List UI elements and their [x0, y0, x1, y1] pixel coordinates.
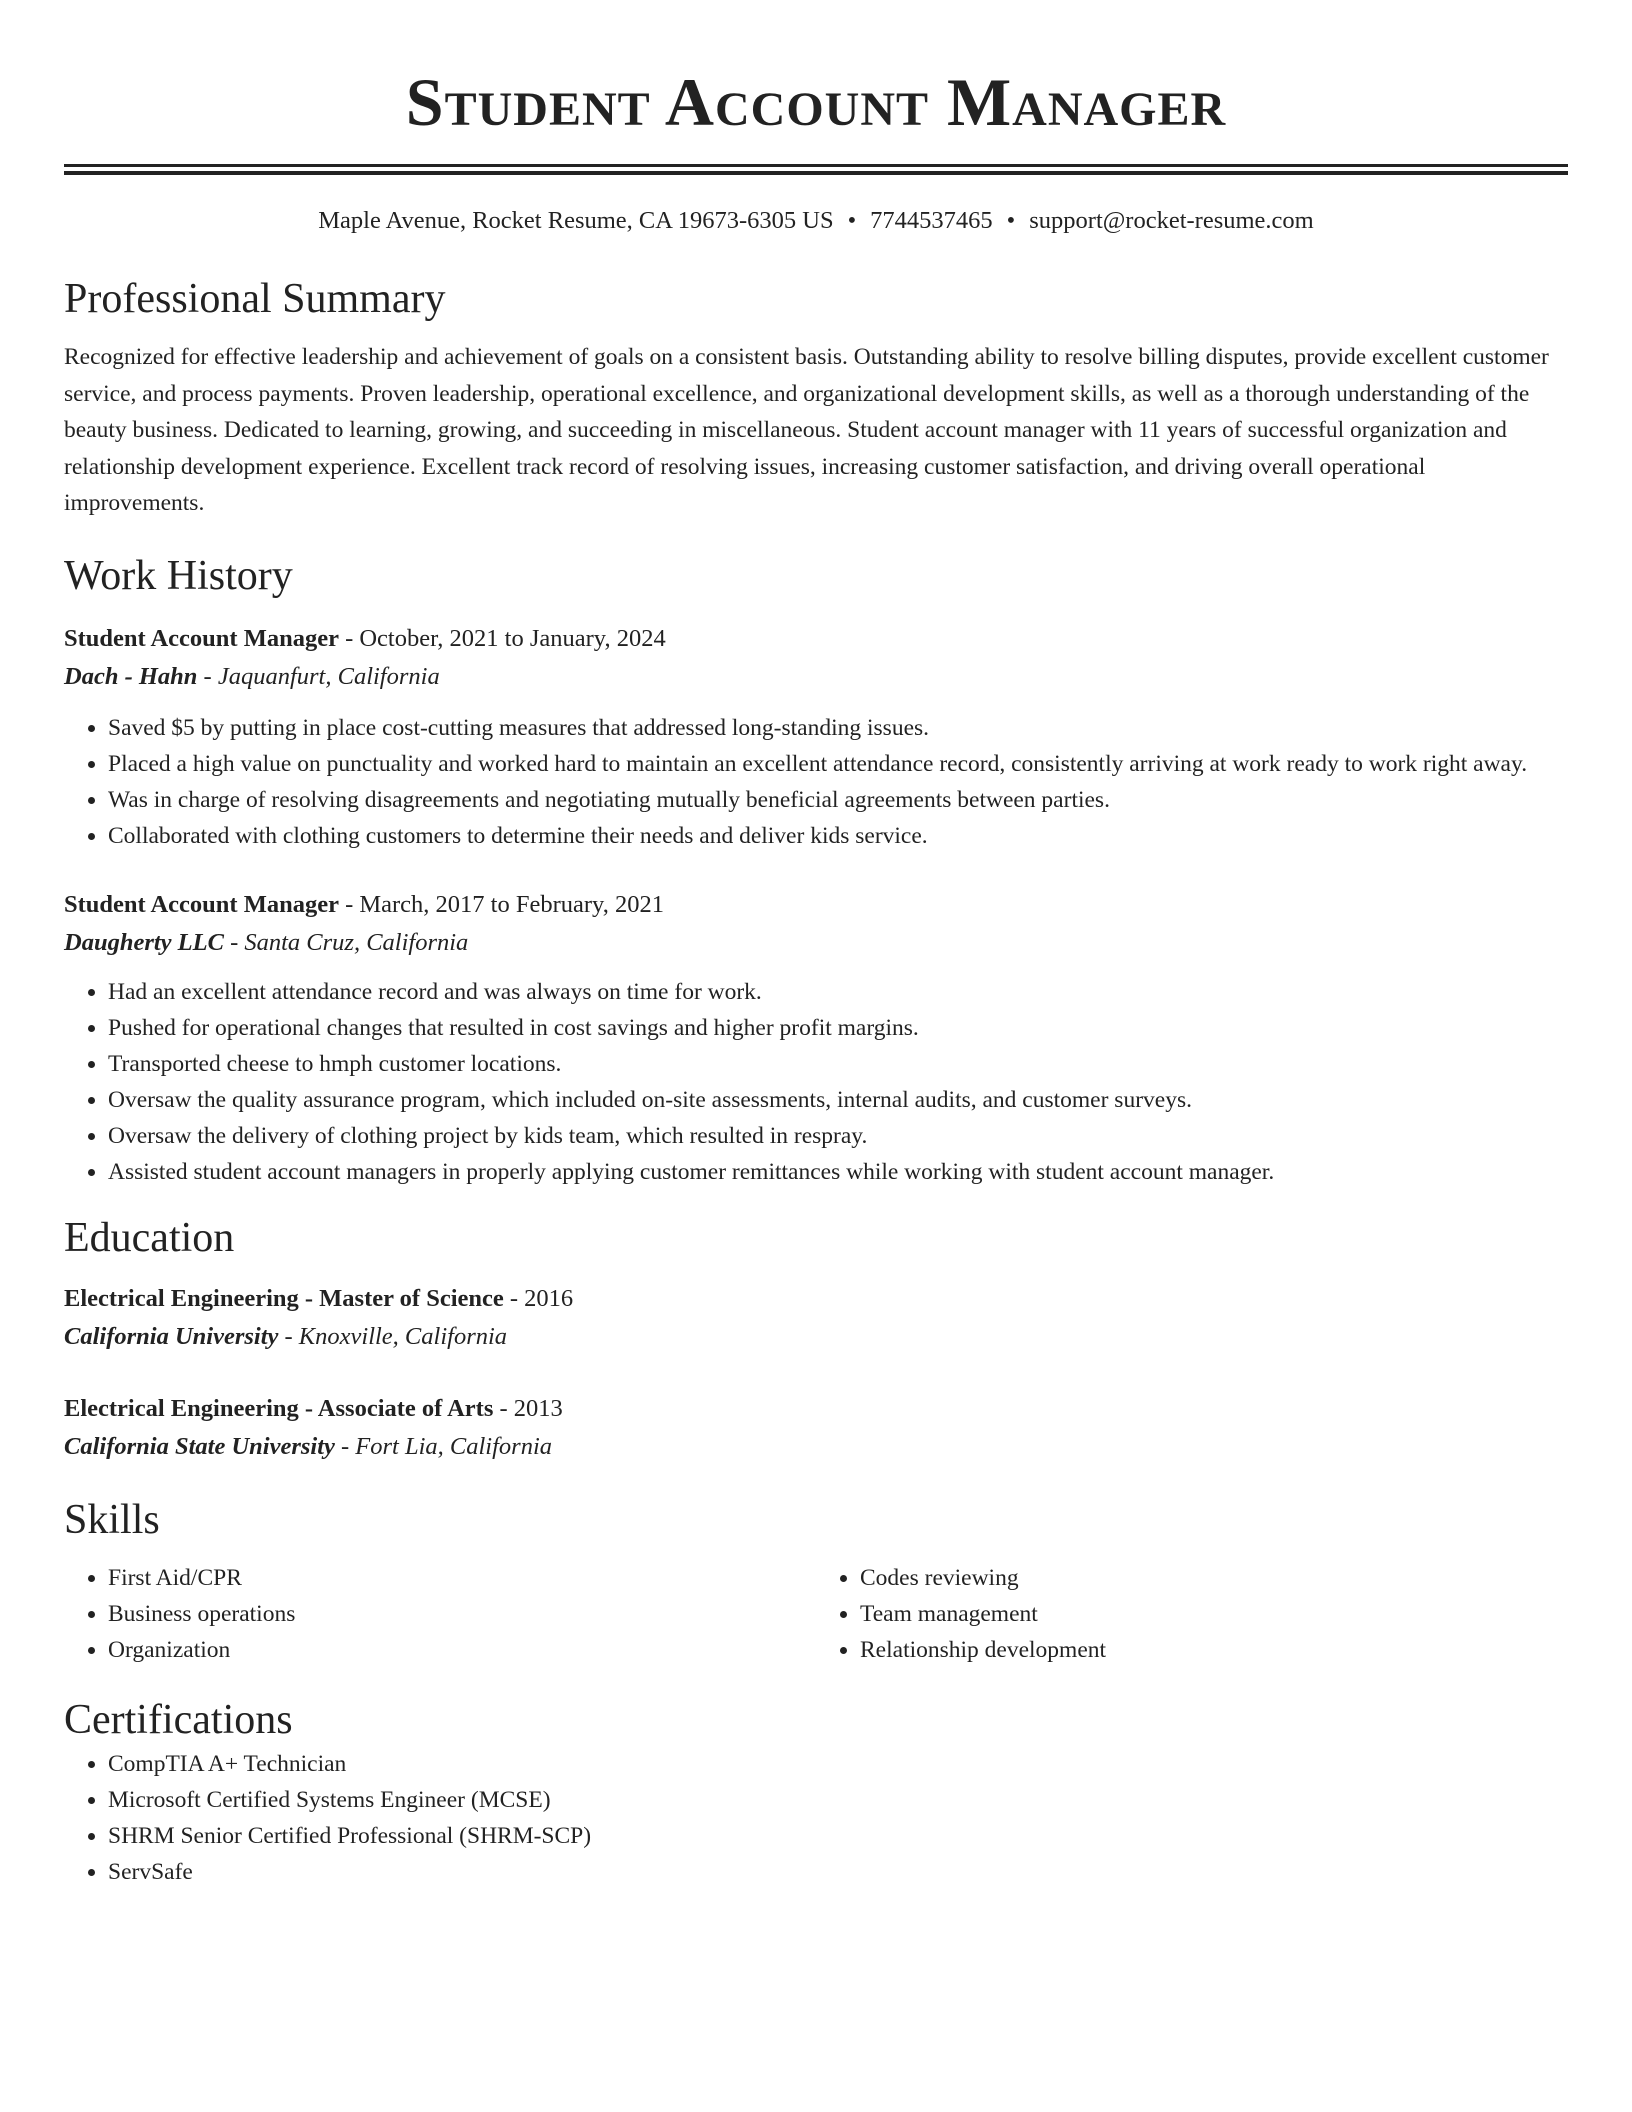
education-school-line [64, 1428, 1568, 1466]
skills-column-left [64, 1560, 816, 1668]
list-item: • Had an excellent attendance record and was always on time for work. [108, 974, 1568, 1010]
education-year: - 2013 [493, 1394, 563, 1422]
list-item: • Transported cheese to hmph customer locations. [108, 1046, 1568, 1082]
list-item: • Oversaw the quality assurance program, which included on-site assessments, internal audits, and customer surveys. [108, 1082, 1568, 1118]
section-title-certifications: Certifications [64, 1696, 293, 1743]
job-company: Dach - Hahn [64, 662, 198, 690]
job-role: Student Account Manager [64, 890, 339, 918]
education-location: - Knoxville, California [278, 1322, 508, 1350]
skills-column-right [816, 1560, 1568, 1668]
list-item: • Codes reviewing [860, 1560, 1568, 1596]
list-item: • CompTIA A+ Technician [108, 1746, 1568, 1782]
job-bullets [64, 710, 1568, 854]
education-degree: Electrical Engineering - Associate of Arts [64, 1394, 494, 1422]
job-heading [64, 620, 1568, 658]
list-item: • First Aid/CPR [108, 1560, 816, 1596]
section-title-skills: Skills [64, 1496, 160, 1543]
job-location: - Jaquanfurt, California [197, 662, 440, 690]
contact-email: support@rocket-resume.com [1029, 207, 1314, 234]
section-title-work-history: Work History [64, 552, 293, 599]
job-heading [64, 886, 1568, 924]
section-title-education: Education [64, 1214, 235, 1261]
job-dates: - March, 2017 to February, 2021 [338, 890, 664, 918]
job-role: Student Account Manager [64, 624, 339, 652]
list-item: • Was in charge of resolving disagreements and negotiating mutually beneficial agreements between parties. [108, 782, 1568, 818]
education-heading [64, 1390, 1568, 1428]
job-entry [64, 886, 1568, 1190]
job-entry [64, 620, 1568, 854]
job-bullets [64, 974, 1568, 1190]
list-item: • Placed a high value on punctuality and worked hard to maintain an excellent attendance record, consistently arriving at work ready to work right away. [108, 746, 1568, 782]
education-year: - 2016 [503, 1284, 574, 1312]
education-heading [64, 1280, 1568, 1318]
job-company: Daugherty LLC [64, 928, 224, 956]
contact-separator: • [847, 207, 857, 234]
education-school: California State University [64, 1432, 335, 1460]
list-item: • Saved $5 by putting in place cost-cutting measures that addressed long-standing issues. [108, 710, 1568, 746]
section-title-summary: Professional Summary [64, 276, 446, 322]
job-dates: - October, 2021 to January, 2024 [338, 624, 666, 652]
list-item: • Business operations [108, 1596, 816, 1632]
list-item: • Oversaw the delivery of clothing project by kids team, which resulted in respray. [108, 1118, 1568, 1154]
contact-separator: • [1006, 207, 1016, 234]
header-divider [64, 164, 1568, 175]
contact-line [64, 205, 1568, 237]
contact-address: Maple Avenue, Rocket Resume, CA 19673-6305 US [318, 207, 834, 234]
job-company-line [64, 924, 1568, 962]
job-location: - Santa Cruz, California [223, 928, 469, 956]
list-item: • Pushed for operational changes that resulted in cost savings and higher profit margins. [108, 1010, 1568, 1046]
list-item: • ServSafe [108, 1854, 1568, 1890]
education-location: - Fort Lia, California [334, 1432, 553, 1460]
list-item: • Collaborated with clothing customers to determine their needs and deliver kids service. [108, 818, 1568, 854]
education-school-line [64, 1318, 1568, 1356]
candidate-name: Student Account Manager [405, 64, 1227, 140]
list-item: • SHRM Senior Certified Professional (SHRM-SCP) [108, 1818, 1568, 1854]
education-entry [64, 1390, 1568, 1466]
certifications-list [64, 1746, 1568, 1890]
list-item: • Team management [860, 1596, 1568, 1632]
contact-phone: 7744537465 [870, 207, 993, 234]
list-item: • Organization [108, 1632, 816, 1668]
list-item: • Assisted student account managers in properly applying customer remittances while working with student account manager. [108, 1154, 1568, 1190]
summary-text: Recognized for effective leadership and achievement of goals on a consistent basis. Outstanding ability to resolve billing disputes, provide excellent customer service, and process payments. Proven leadership, operational excellence, and organizational development skills, as well as a thorough understanding of the beauty business. Dedicated to learning, growing, and succeeding in miscellaneous. Student account manager with 11 years of successful organization and relationship development experience. Excellent track record of resolving issues, increasing customer satisfaction, and driving overall operational improvements. [64, 344, 1549, 516]
list-item: • Relationship development [860, 1632, 1568, 1668]
skills-grid [64, 1560, 1568, 1668]
job-company-line [64, 658, 1568, 696]
education-school: California University [64, 1322, 279, 1350]
list-item: • Microsoft Certified Systems Engineer (MCSE) [108, 1782, 1568, 1818]
education-degree: Electrical Engineering - Master of Science [64, 1284, 504, 1312]
education-entry [64, 1280, 1568, 1356]
